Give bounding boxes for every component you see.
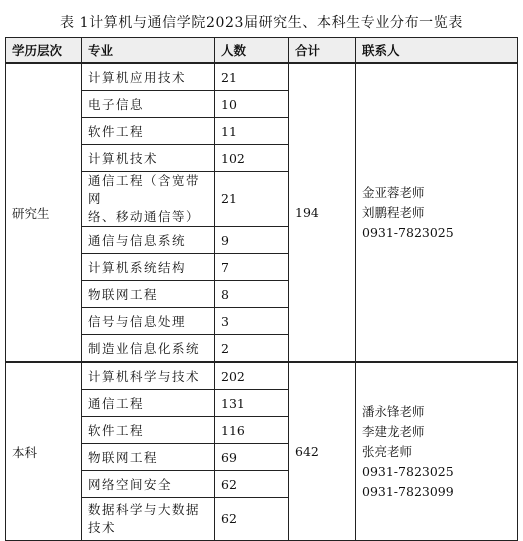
count-cell: 131 [215, 390, 289, 417]
major-cell: 通信与信息系统 [82, 227, 215, 254]
count-cell: 2 [215, 335, 289, 363]
count-cell: 3 [215, 308, 289, 335]
count-cell: 62 [215, 471, 289, 498]
count-cell: 116 [215, 417, 289, 444]
major-cell: 物联网工程 [82, 444, 215, 471]
header-total: 合计 [289, 38, 356, 64]
level-cell-undergraduate: 本科 [6, 362, 82, 541]
major-cell [82, 498, 215, 541]
major-cell: 通信工程 [82, 390, 215, 417]
contact-phone: 0931-7823025 [362, 463, 454, 479]
contact-cell-undergraduate [356, 362, 518, 541]
contact-name: 潘永锋老师 [362, 403, 425, 419]
major-cell: 计算机系统结构 [82, 254, 215, 281]
contact-cell-graduate [356, 63, 518, 362]
contact-name: 刘鹏程老师 [362, 204, 425, 220]
table-row [6, 362, 518, 390]
count-cell: 7 [215, 254, 289, 281]
major-cell [82, 172, 215, 227]
major-line: 技术 [88, 520, 117, 535]
count-cell: 8 [215, 281, 289, 308]
contact-name: 金亚蓉老师 [362, 184, 425, 200]
count-cell: 9 [215, 227, 289, 254]
major-line: 数据科学与大数据 [88, 502, 201, 517]
contact-name: 李建龙老师 [362, 423, 425, 439]
contact-phone: 0931-7823099 [362, 483, 454, 499]
major-cell: 制造业信息化系统 [82, 335, 215, 363]
major-cell: 电子信息 [82, 91, 215, 118]
contact-name: 张亮老师 [362, 443, 413, 459]
total-cell-undergraduate: 642 [289, 362, 356, 541]
count-cell: 69 [215, 444, 289, 471]
count-cell: 21 [215, 172, 289, 227]
major-line: 络、移动通信等） [88, 209, 201, 224]
count-cell: 21 [215, 63, 289, 91]
header-major: 专业 [82, 38, 215, 64]
level-cell-graduate: 研究生 [6, 63, 82, 362]
major-cell: 软件工程 [82, 118, 215, 145]
header-count: 人数 [215, 38, 289, 64]
major-cell: 网络空间安全 [82, 471, 215, 498]
count-cell: 202 [215, 362, 289, 390]
table-caption: 表 1计算机与通信学院2023届研究生、本科生专业分布一览表 [60, 15, 463, 31]
count-cell: 10 [215, 91, 289, 118]
major-cell: 计算机技术 [82, 145, 215, 172]
major-cell: 软件工程 [82, 417, 215, 444]
major-cell: 计算机应用技术 [82, 63, 215, 91]
major-cell: 计算机科学与技术 [82, 362, 215, 390]
major-distribution-table [5, 37, 518, 541]
major-line: 通信工程（含宽带网 [88, 173, 201, 206]
count-cell: 62 [215, 498, 289, 541]
major-cell: 信号与信息处理 [82, 308, 215, 335]
major-cell: 物联网工程 [82, 281, 215, 308]
total-cell-graduate: 194 [289, 63, 356, 362]
table-row [6, 63, 518, 91]
header-row [6, 38, 518, 64]
header-level: 学历层次 [6, 38, 82, 64]
header-contact: 联系人 [356, 38, 518, 64]
count-cell: 102 [215, 145, 289, 172]
count-cell: 11 [215, 118, 289, 145]
contact-phone: 0931-7823025 [362, 224, 454, 240]
